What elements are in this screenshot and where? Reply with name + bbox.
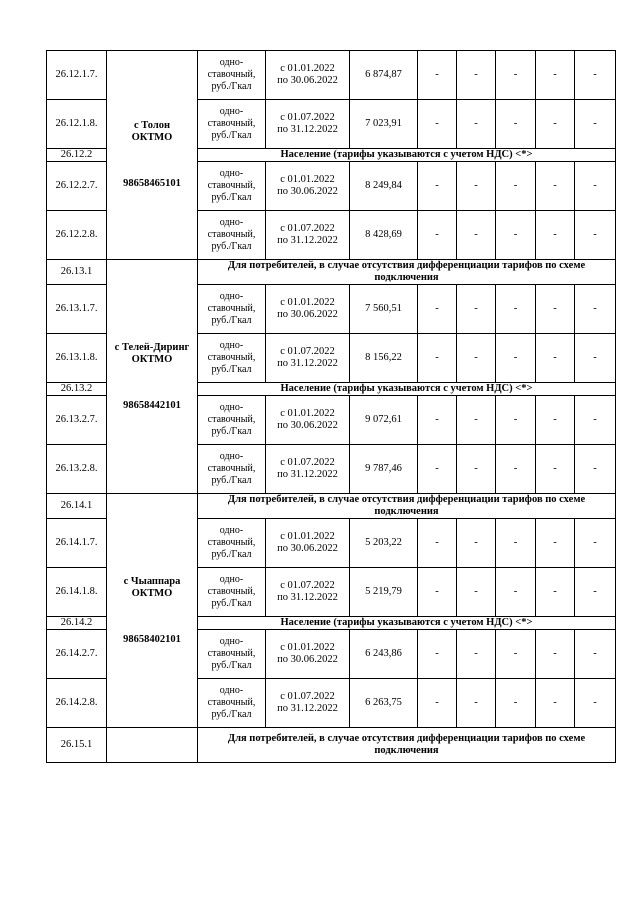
- period-line: по 31.12.2022: [277, 124, 338, 135]
- group-header-row: [47, 494, 616, 519]
- tariff-type: [198, 568, 266, 617]
- tariff-type-line: одно-: [219, 291, 244, 302]
- empty-value-dash: -: [496, 162, 536, 211]
- period-line: с 01.01.2022: [280, 63, 335, 74]
- row-code: 26.14.2.7.: [47, 630, 107, 679]
- tariff-type: [198, 211, 266, 260]
- settlement-cell: [107, 728, 198, 763]
- empty-value-dash: -: [457, 679, 496, 728]
- empty-value-dash: -: [536, 51, 575, 100]
- row-code: 26.14.2: [47, 617, 107, 630]
- tariff-type-line: одно-: [219, 402, 244, 413]
- group-header-row: [47, 260, 616, 285]
- tariff-type-line: руб./Гкал: [211, 598, 252, 609]
- tariff-value: 6 874,87: [350, 51, 418, 100]
- empty-value-dash: -: [496, 285, 536, 334]
- empty-value-dash: -: [536, 285, 575, 334]
- empty-value-dash: -: [536, 396, 575, 445]
- period-line: с 01.07.2022: [280, 457, 335, 468]
- empty-value-dash: -: [496, 51, 536, 100]
- empty-value-dash: -: [418, 51, 457, 100]
- tariff-type-line: ставочный,: [207, 69, 256, 80]
- tariff-type-line: одно-: [219, 106, 244, 117]
- row-code: 26.12.2.8.: [47, 211, 107, 260]
- empty-value-dash: -: [536, 211, 575, 260]
- row-code: 26.13.1.7.: [47, 285, 107, 334]
- empty-value-dash: -: [536, 630, 575, 679]
- row-code: 26.13.1: [47, 260, 107, 285]
- group-header-text: Население (тарифы указываются с учетом НДС) <*>: [198, 383, 616, 396]
- empty-value-dash: -: [496, 100, 536, 149]
- tariff-value: 5 203,22: [350, 519, 418, 568]
- period-line: по 30.06.2022: [277, 75, 338, 86]
- period-line: по 31.12.2022: [277, 235, 338, 246]
- validity-period: [266, 162, 350, 211]
- validity-period: [266, 211, 350, 260]
- tariff-type-line: одно-: [219, 168, 244, 179]
- validity-period: [266, 679, 350, 728]
- period-line: по 30.06.2022: [277, 654, 338, 665]
- validity-period: [266, 396, 350, 445]
- row-code: 26.12.2.7.: [47, 162, 107, 211]
- tariff-type-line: одно-: [219, 57, 244, 68]
- row-code: 26.14.1.7.: [47, 519, 107, 568]
- tariff-type-line: ставочный,: [207, 697, 256, 708]
- tariff-type-line: одно-: [219, 685, 244, 696]
- empty-value-dash: -: [496, 211, 536, 260]
- empty-value-dash: -: [575, 211, 616, 260]
- row-code: 26.14.2.8.: [47, 679, 107, 728]
- tariff-type: [198, 285, 266, 334]
- row-code: 26.12.1.8.: [47, 100, 107, 149]
- tariff-type-line: одно-: [219, 574, 244, 585]
- empty-value-dash: -: [536, 445, 575, 494]
- settlement-cell: [107, 494, 198, 728]
- group-header-row: [47, 728, 616, 763]
- empty-value-dash: -: [418, 100, 457, 149]
- settlement-cell: [107, 260, 198, 494]
- tariff-type: [198, 519, 266, 568]
- tariff-type: [198, 396, 266, 445]
- tariff-type-line: одно-: [219, 636, 244, 647]
- tariff-type-line: ставочный,: [207, 303, 256, 314]
- tariff-type: [198, 100, 266, 149]
- period-line: с 01.07.2022: [280, 223, 335, 234]
- empty-value-dash: -: [536, 568, 575, 617]
- period-line: с 01.01.2022: [280, 174, 335, 185]
- period-line: по 30.06.2022: [277, 186, 338, 197]
- empty-value-dash: -: [536, 519, 575, 568]
- empty-value-dash: -: [418, 445, 457, 494]
- empty-value-dash: -: [418, 285, 457, 334]
- tariff-type-line: ставочный,: [207, 229, 256, 240]
- empty-value-dash: -: [418, 630, 457, 679]
- period-line: по 30.06.2022: [277, 420, 338, 431]
- tariff-type: [198, 51, 266, 100]
- empty-value-dash: -: [457, 285, 496, 334]
- tariff-value: 9 787,46: [350, 445, 418, 494]
- tariff-type-line: руб./Гкал: [211, 192, 252, 203]
- empty-value-dash: -: [457, 334, 496, 383]
- tariff-type-line: одно-: [219, 525, 244, 536]
- empty-value-dash: -: [418, 396, 457, 445]
- empty-value-dash: -: [496, 630, 536, 679]
- row-code: 26.12.1.7.: [47, 51, 107, 100]
- period-line: с 01.07.2022: [280, 691, 335, 702]
- period-line: с 01.01.2022: [280, 297, 335, 308]
- empty-value-dash: -: [575, 679, 616, 728]
- tariff-type-line: руб./Гкал: [211, 709, 252, 720]
- oktmo-label: ОКТМО: [131, 132, 173, 143]
- group-header-text: Для потребителей, в случае отсутствия дифференциации тарифов по схеме подключения: [198, 494, 616, 519]
- tariff-type-line: одно-: [219, 451, 244, 462]
- empty-value-dash: -: [496, 445, 536, 494]
- tariff-value: 8 428,69: [350, 211, 418, 260]
- period-line: с 01.07.2022: [280, 580, 335, 591]
- tariff-type: [198, 334, 266, 383]
- tariff-type: [198, 679, 266, 728]
- empty-value-dash: -: [496, 568, 536, 617]
- validity-period: [266, 51, 350, 100]
- empty-value-dash: -: [457, 568, 496, 617]
- group-header-text: Население (тарифы указываются с учетом НДС) <*>: [198, 617, 616, 630]
- group-header-text: Для потребителей, в случае отсутствия дифференциации тарифов по схеме подключения: [198, 728, 616, 763]
- settlement-cell: [107, 51, 198, 260]
- settlement-name: с Чыаппара: [123, 575, 181, 587]
- empty-value-dash: -: [457, 211, 496, 260]
- tariff-value: 6 263,75: [350, 679, 418, 728]
- row-code: 26.13.2.7.: [47, 396, 107, 445]
- empty-value-dash: -: [457, 396, 496, 445]
- tariff-type-line: руб./Гкал: [211, 660, 252, 671]
- period-line: по 31.12.2022: [277, 358, 338, 369]
- empty-value-dash: -: [418, 211, 457, 260]
- settlement-name: с Телей-Диринг: [114, 341, 190, 353]
- settlement-name: с Толон: [133, 120, 171, 131]
- empty-value-dash: -: [457, 630, 496, 679]
- tariff-type: [198, 630, 266, 679]
- period-line: по 30.06.2022: [277, 543, 338, 554]
- tariff-type-line: руб./Гкал: [211, 241, 252, 252]
- empty-value-dash: -: [496, 679, 536, 728]
- empty-value-dash: -: [575, 630, 616, 679]
- tariff-type-line: ставочный,: [207, 180, 256, 191]
- period-line: по 31.12.2022: [277, 592, 338, 603]
- empty-value-dash: -: [457, 51, 496, 100]
- empty-value-dash: -: [496, 519, 536, 568]
- tariff-type-line: ставочный,: [207, 414, 256, 425]
- period-line: с 01.07.2022: [280, 112, 335, 123]
- period-line: с 01.01.2022: [280, 642, 335, 653]
- document-page: [46, 50, 615, 763]
- validity-period: [266, 334, 350, 383]
- tariff-type-line: ставочный,: [207, 352, 256, 363]
- empty-value-dash: -: [496, 396, 536, 445]
- row-code: 26.13.2: [47, 383, 107, 396]
- empty-value-dash: -: [575, 445, 616, 494]
- tariff-type-line: руб./Гкал: [211, 426, 252, 437]
- empty-value-dash: -: [496, 334, 536, 383]
- validity-period: [266, 445, 350, 494]
- tariff-table: [46, 50, 616, 763]
- oktmo-code: 98658465101: [123, 178, 181, 189]
- empty-value-dash: -: [575, 100, 616, 149]
- tariff-type-line: одно-: [219, 340, 244, 351]
- period-line: с 01.01.2022: [280, 531, 335, 542]
- empty-value-dash: -: [575, 519, 616, 568]
- oktmo-code: 98658442101: [123, 399, 181, 411]
- empty-value-dash: -: [457, 100, 496, 149]
- tariff-value: 9 072,61: [350, 396, 418, 445]
- tariff-value: 7 023,91: [350, 100, 418, 149]
- empty-value-dash: -: [536, 334, 575, 383]
- empty-value-dash: -: [575, 285, 616, 334]
- validity-period: [266, 100, 350, 149]
- validity-period: [266, 630, 350, 679]
- validity-period: [266, 285, 350, 334]
- tariff-value: 7 560,51: [350, 285, 418, 334]
- tariff-value: 5 219,79: [350, 568, 418, 617]
- tariff-type: [198, 445, 266, 494]
- period-line: с 01.07.2022: [280, 346, 335, 357]
- tariff-value: 6 243,86: [350, 630, 418, 679]
- empty-value-dash: -: [575, 51, 616, 100]
- empty-value-dash: -: [575, 396, 616, 445]
- row-code: 26.12.2: [47, 149, 107, 162]
- validity-period: [266, 519, 350, 568]
- empty-value-dash: -: [536, 162, 575, 211]
- tariff-type-line: руб./Гкал: [211, 364, 252, 375]
- empty-value-dash: -: [418, 334, 457, 383]
- tariff-type-line: руб./Гкал: [211, 549, 252, 560]
- empty-value-dash: -: [457, 445, 496, 494]
- row-code: 26.14.1.8.: [47, 568, 107, 617]
- group-header-text: Население (тарифы указываются с учетом НДС) <*>: [198, 149, 616, 162]
- period-line: по 31.12.2022: [277, 469, 338, 480]
- tariff-value: 8 249,84: [350, 162, 418, 211]
- empty-value-dash: -: [418, 162, 457, 211]
- tariff-type-line: ставочный,: [207, 463, 256, 474]
- empty-value-dash: -: [418, 679, 457, 728]
- oktmo-code: 98658402101: [123, 633, 181, 645]
- empty-value-dash: -: [418, 519, 457, 568]
- empty-value-dash: -: [536, 679, 575, 728]
- group-header-text: Для потребителей, в случае отсутствия дифференциации тарифов по схеме подключения: [198, 260, 616, 285]
- tariff-row: [47, 51, 616, 100]
- row-code: 26.13.1.8.: [47, 334, 107, 383]
- oktmo-label: ОКТМО: [131, 587, 173, 599]
- row-code: 26.13.2.8.: [47, 445, 107, 494]
- empty-value-dash: -: [457, 162, 496, 211]
- empty-value-dash: -: [575, 162, 616, 211]
- validity-period: [266, 568, 350, 617]
- tariff-type: [198, 162, 266, 211]
- row-code: 26.15.1: [47, 728, 107, 763]
- tariff-type-line: руб./Гкал: [211, 81, 252, 92]
- tariff-type-line: руб./Гкал: [211, 130, 252, 141]
- empty-value-dash: -: [457, 519, 496, 568]
- oktmo-label: ОКТМО: [131, 353, 173, 365]
- tariff-value: 8 156,22: [350, 334, 418, 383]
- period-line: по 30.06.2022: [277, 309, 338, 320]
- tariff-type-line: одно-: [219, 217, 244, 228]
- tariff-type-line: ставочный,: [207, 586, 256, 597]
- empty-value-dash: -: [418, 568, 457, 617]
- tariff-type-line: ставочный,: [207, 118, 256, 129]
- period-line: с 01.01.2022: [280, 408, 335, 419]
- empty-value-dash: -: [575, 334, 616, 383]
- tariff-type-line: ставочный,: [207, 648, 256, 659]
- empty-value-dash: -: [575, 568, 616, 617]
- tariff-type-line: руб./Гкал: [211, 315, 252, 326]
- period-line: по 31.12.2022: [277, 703, 338, 714]
- tariff-type-line: ставочный,: [207, 537, 256, 548]
- empty-value-dash: -: [536, 100, 575, 149]
- tariff-type-line: руб./Гкал: [211, 475, 252, 486]
- row-code: 26.14.1: [47, 494, 107, 519]
